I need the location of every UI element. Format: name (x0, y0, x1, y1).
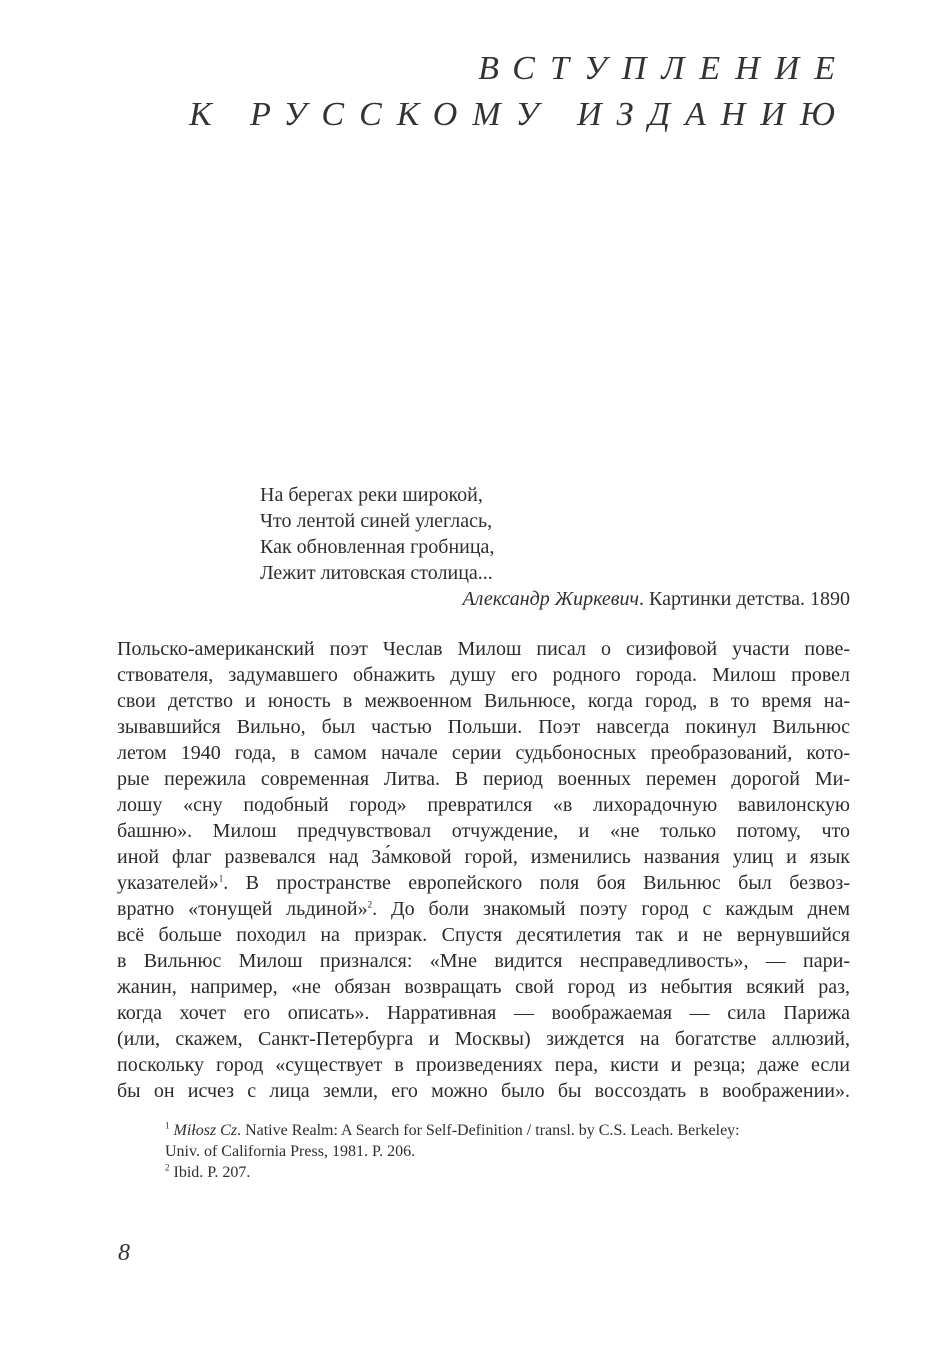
page-number: 8 (118, 1240, 130, 1266)
paragraph-line: всё больше походил на призрак. Спустя десятилетия так и не вернувшийся (117, 924, 850, 946)
paragraph-line: (или, скажем, Санкт-Петербурга и Москвы) зиждется на богатстве аллюзий, (117, 1028, 850, 1050)
epigraph-line: Лежит литовская столица... (260, 562, 493, 584)
epigraph (260, 482, 850, 612)
paragraph-line: бы он исчез с лица земли, его можно было бы воссоздать в воображении». (117, 1080, 850, 1102)
main-paragraph (117, 636, 850, 1104)
paragraph-line: когда хочет его описать». Нарративная — воображаемая — сила Парижа (117, 1002, 850, 1024)
paragraph-line: свои детство и юность в межвоенном Вильнюсе, когда город, в то время на- (117, 690, 850, 712)
paragraph-line: иной флаг развевался над За́мковой горой, изменились названия улиц и язык (117, 846, 850, 868)
footnote-1 (165, 1120, 850, 1141)
paragraph-line (117, 896, 850, 922)
chapter-title-line-1: ВСТУПЛЕНИЕ (478, 50, 850, 87)
paragraph-line: жанин, например, «не обязан возвращать свой город из небытия всякий раз, (117, 976, 850, 998)
epigraph-line: Как обновленная гробница, (260, 536, 495, 558)
paragraph-line: лошу «сну подобный город» превратился «в лихорадочную вавилонскую (117, 794, 850, 816)
footnote-1-continued: Univ. of California Press, 1981. P. 206. (165, 1143, 416, 1160)
epigraph-line: На берегах реки широкой, (260, 484, 483, 506)
footnote-number: 1 (165, 1120, 170, 1131)
footnote-2 (165, 1162, 850, 1183)
paragraph-line: башню». Милош предчувствовал отчуждение, и «не только потому, что (117, 820, 850, 842)
paragraph-fragment: . До боли знакомый поэту город с каждым днем (372, 898, 850, 920)
epigraph-author: Александр Жиркевич (462, 588, 640, 610)
paragraph-line: в Вильнюс Милош признался: «Мне видится несправедливость», — пари- (117, 950, 850, 972)
paragraph-fragment: указателей» (117, 872, 219, 894)
footnote-author: Miłosz Cz (173, 1122, 238, 1139)
footnotes (165, 1120, 850, 1183)
chapter-title-line-2: К РУССКОМУ ИЗДАНИЮ (189, 96, 850, 133)
footnote-text: . Native Realm: A Search for Self-Definition / transl. by C.S. Leach. Berkeley: (237, 1122, 740, 1139)
epigraph-attribution (260, 586, 850, 612)
paragraph-line (117, 870, 850, 896)
paragraph-line: Польско-американский поэт Чеслав Милош писал о сизифовой участи пове- (117, 638, 850, 660)
paragraph-fragment: . В пространстве европейского поля боя Вильнюс был безвоз- (223, 872, 850, 894)
paragraph-line: зывавшийся Вильно, был частью Польши. Поэт навсегда покинул Вильнюс (117, 716, 850, 738)
epigraph-source: . Картинки детства. 1890 (639, 588, 850, 610)
paragraph-line: поскольку город «существует в произведениях пера, кисти и резца; даже если (117, 1054, 850, 1076)
paragraph-fragment: вратно «тонущей льдиной» (117, 898, 368, 920)
chapter-title (189, 46, 850, 138)
paragraph-line: рые пережила современная Литва. В период военных перемен дорогой Ми- (117, 768, 850, 790)
footnote-ref-2[interactable]: 2 (367, 899, 373, 910)
paragraph-line: ствователя, задумавшего обнажить душу его родного города. Милош провел (117, 664, 850, 686)
footnote-text: Ibid. P. 207. (173, 1164, 251, 1181)
paragraph-line: летом 1940 года, в самом начале серии судьбоносных преобразований, кото- (117, 742, 850, 764)
epigraph-line: Что лентой синей улеглась, (260, 510, 493, 532)
footnote-number: 2 (165, 1162, 170, 1173)
footnote-ref-1[interactable]: 1 (218, 873, 224, 884)
